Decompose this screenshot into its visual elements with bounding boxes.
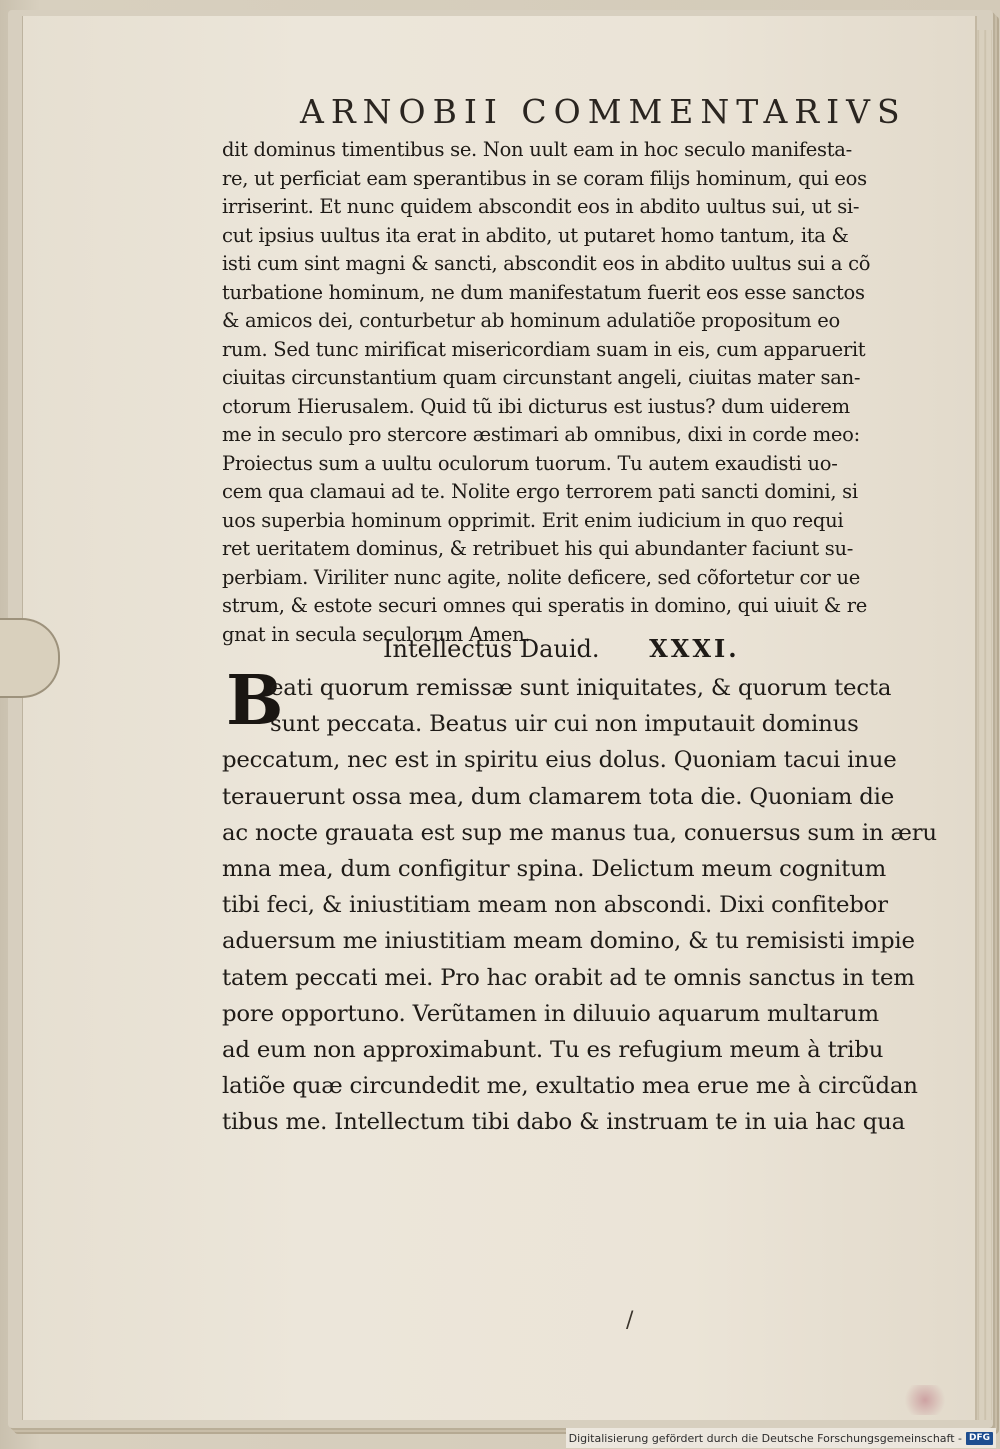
text-line: terauerunt ossa mea, dum clamarem tota die. Quoniam die [222, 783, 895, 810]
text-line: tibi feci, & iniustitiam meam non abscondi. Dixi confitebor [222, 892, 888, 919]
digitization-footer [566, 1428, 996, 1448]
text-line: irriserint. Et nunc quidem abscondit eos in abdito uultus sui, ut si- [222, 195, 860, 218]
psalm-text [222, 661, 937, 1140]
text-line: sunt peccata. Beatus uir cui non imputauit dominus [270, 711, 859, 738]
text-line: rum. Sed tunc mirificat misericordiam suam in eis, cum apparuerit [222, 337, 866, 361]
text-line: me in seculo pro stercore æstimari ab omnibus, dixi in corde meo: [222, 423, 860, 446]
text-line: cem qua clamaui ad te. Nolite ergo terrorem pati sancti domini, si [222, 480, 858, 503]
text-line: cut ipsius uultus ita erat in abdito, ut putaret homo tantum, ita & [222, 223, 849, 247]
text-line: isti cum sint magni & sancti, abscondit eos in abdito uultus sui a cõ [222, 252, 871, 275]
psalm-heading [383, 634, 803, 663]
text-line: peccatum, nec est in spiritu eius dolus. Quoniam tacui inue [222, 747, 897, 774]
commentary-text [222, 136, 912, 649]
text-line: ac nocte grauata est sup me manus tua, conuersus sum in æru [222, 819, 937, 846]
text-line: eati quorum remissæ sunt iniquitates, & quorum tecta [270, 675, 892, 701]
text-line: turbatione hominum, ne dum manifestatum fuerit eos esse sanctos [222, 280, 865, 304]
margin-mark: / [626, 1308, 634, 1333]
text-line: ad eum non approximabunt. Tu es refugium meum à tribu [222, 1036, 884, 1063]
dfg-logo-icon: DFG [966, 1432, 993, 1445]
text-line: ciuitas circunstantium quam circunstant angeli, ciuitas mater san- [222, 366, 861, 389]
text-line: tibus me. Intellectum tibi dabo & instruam te in uia hac qua [222, 1109, 905, 1136]
text-line: Proiectus sum a uultu oculorum tuorum. Tu autem exaudisti uo- [222, 451, 838, 475]
text-line: pore opportuno. Verũtamen in diluuio aquarum multarum [222, 1000, 879, 1027]
text-line: uos superbia hominum opprimit. Erit enim iudicium in quo requi [222, 508, 844, 532]
drop-cap-initial: B [226, 661, 284, 741]
text-line: ctorum Hierusalem. Quid tũ ibi dicturus est iustus? dum uiderem [222, 394, 850, 418]
text-line: perbiam. Viriliter nunc agite, nolite deficere, sed cõfortetur cor ue [222, 565, 860, 589]
text-line: ret ueritatem dominus, & retribuet his qui abundanter faciunt su- [222, 537, 854, 560]
psalm-number: XXXI. [649, 634, 740, 663]
psalm-title: Intellectus Dauid. [383, 635, 600, 663]
text-line: tatem peccati mei. Pro hac orabit ad te omnis sanctus in tem [222, 964, 915, 991]
footer-credit: Digitalisierung gefördert durch die Deutsche Forschungsgemeinschaft - [568, 1431, 962, 1445]
text-line: re, ut perficiat eam sperantibus in se coram filijs hominum, qui eos [222, 166, 867, 190]
text-line: latiõe quæ circundedit me, exultatio mea erue me à circũdan [222, 1073, 918, 1100]
text-line: aduersum me iniustitiam meam domino, & tu remisisti impie [222, 928, 915, 955]
text-line: & amicos dei, conturbetur ab hominum adulatiõe propositum eo [222, 309, 840, 332]
page-stain [900, 1385, 950, 1415]
text-line: strum, & estote securi omnes qui speratis in domino, qui uiuit & re [222, 594, 867, 617]
text-line: dit dominus timentibus se. Non uult eam in hoc seculo manifesta- [222, 138, 852, 161]
text-line: gnat in secula seculorum Amen. [222, 622, 531, 646]
running-head: ARNOBII COMMENTARIVS [300, 92, 907, 131]
text-line: mna mea, dum configitur spina. Delictum meum cognitum [222, 855, 886, 882]
